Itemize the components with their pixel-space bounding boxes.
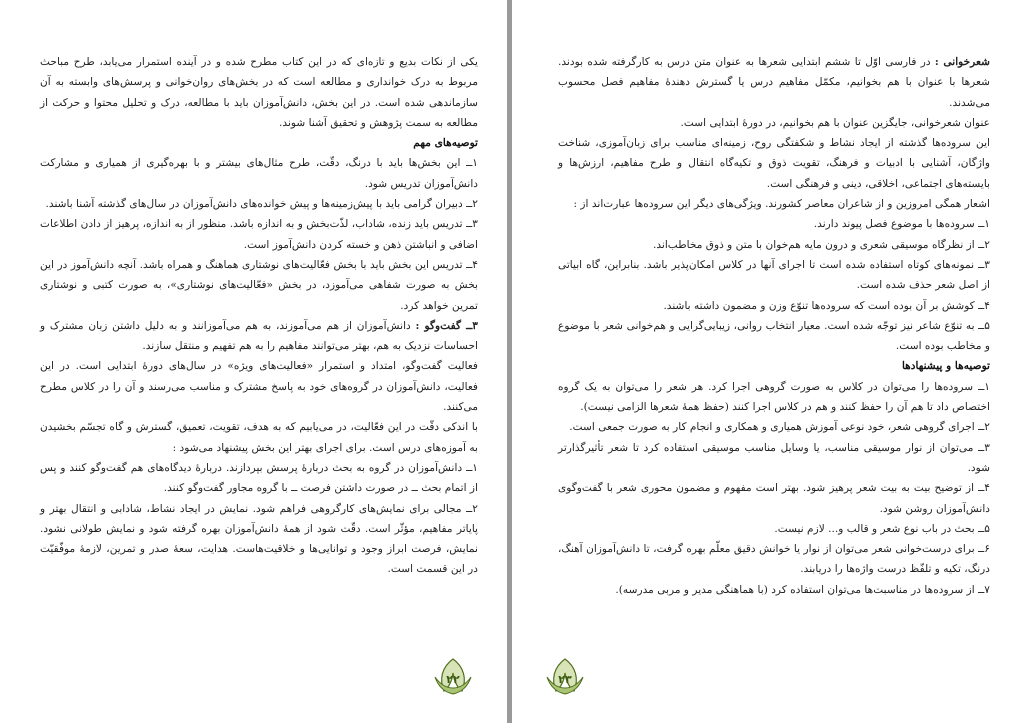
conversation-text: دانش‌آموزان از هم می‌آموزند، به هم می‌آموزانند و به دلیل داشتن زبان مشترک و احساسات نزدیک به هم، بهتر می‌توانند مفاهیم را به هم تفهیم و منتقل سازند. <box>40 319 478 353</box>
left-page <box>0 0 507 723</box>
list-item: ۵ــ بحث در باب نوع شعر و قالب و... لازم نیست. <box>774 522 990 535</box>
list-item: ۲ــ اجرای گروهی شعر، خود نوعی آموزش همیاری و همکاری و انجام کار به صورت جمعی است. <box>569 421 990 434</box>
list-item: ۴ــ کوشش بر آن بوده است که سروده‌ها تنوّع وزن و مضمون داشته باشند. <box>663 299 990 312</box>
poetry-intro-text: در فارسی اوّل تا ششم ابتدایی شعرها به عنوان متن درس به کارگرفته شده بودند. شعرها با عنوان با هم بخوانیم، مکمّل مفاهیم درس یا گسترش دهندهٔ مفاهیم فصل محسوب می‌شدند. <box>558 56 990 109</box>
list-item: ۱ــ سروده‌ها با موضوع فصل پیوند دارند. <box>813 218 990 231</box>
body-paragraph: اشعار همگی امروزین و از شاعران معاصر کشورند. ویژگی‌های دیگر این سروده‌ها عبارت‌اند از : <box>573 198 990 211</box>
list-item: ۶ــ برای درست‌خوانی شعر می‌توان از نوار یا خوانش دقیق معلّم بهره گرفت، تا دانش‌آموزان آهنگ، درنگ، تکیه و تلفّظ درست واژه‌ها را دریابند. <box>558 543 990 576</box>
list-item: ۲ــ از نظرگاه موسیقی شعری و درون مایه هم‌خوان با متن و ذوق مخاطب‌اند. <box>652 238 990 251</box>
body-paragraph: عنوان شعرخوانی، جایگزین عنوان با هم بخوانیم، در دورهٔ ابتدایی است. <box>680 116 990 129</box>
body-paragraph: فعالیت گفت‌وگو، امتداد و استمرار «فعالیت‌های ویژه» در سال‌های دورهٔ ابتدایی است. در این فعالیت، دانش‌آموزان در گروه‌های خود به پاسخ مشترک و مناسب می‌رسند و آن را در کلاس مطرح می‌کنند. <box>40 360 478 414</box>
body-paragraph: با اندکی دقّت در این فعّالیت، در می‌یابیم که به هدف، تقویت، تعمیق، گسترش و گاه تجسّم بخشیدن به آموزه‌های درس است. برای اجرای بهتر این بخش پیشنهاد می‌شود : <box>40 421 478 454</box>
list-item: ۳ــ می‌توان از نوار موسیقی مناسب، یا وسایل مناسب موسیقی استفاده کرد تا شعر تأثیرگذارتر شود. <box>558 441 990 474</box>
right-page-text <box>558 52 990 600</box>
list-item: ۷ــ از سروده‌ها در مناسبت‌ها می‌توان استفاده کرد (با هماهنگی مدیر و مربی مدرسه). <box>615 583 990 596</box>
list-item: ۳ــ نمونه‌های کوتاه استفاده شده است تا اجرای آنها در کلاس امکان‌پذیر باشد. بنابراین، گاه ابیاتی از اصل شعر حذف شده است. <box>558 258 990 292</box>
list-item: ۴ــ تدریس این بخش باید با بخش فعّالیت‌های نوشتاری هماهنگ و همراه باشد. آنچه دانش‌آموز در این بخش به صورت شفاهی می‌آموزد، در بخش «فعّالیت‌های نوشتاری»، به صورت کتبی و نوشتاری تمرین خواهد کرد. <box>40 258 478 312</box>
left-page-text <box>40 52 478 580</box>
list-item: ۲ــ دبیران گرامی باید با پیش‌زمینه‌ها و پیش خوانده‌های دانش‌آموزان در سال‌های گذشته آشنا باشند. <box>45 198 478 211</box>
conversation-lead: ۳ــ گفت‌وگو : <box>415 319 478 332</box>
page-number: ۲۲ <box>446 673 460 686</box>
list-item: ۱ــ این بخش‌ها باید با درنگ، دقّت، طرح مثال‌های بیشتر و با بهره‌گیری از همیاری و مشارکت دانش‌آموزان تدریس شود. <box>40 157 478 190</box>
page-number: ۲۳ <box>558 673 572 686</box>
body-paragraph: این سروده‌ها گذشته از ایجاد نشاط و شکفتگی روح، زمینه‌ای مناسب برای زبان‌آموزی، شناخت واژگان، آشنایی با ادبیات و فرهنگ، تقویت ذوق و تکیه‌گاه انتقال و طرح مفاهیم، ارزش‌ها و بایسته‌های اجتماعی، اخلاقی، دینی و فرهنگی است. <box>558 137 990 190</box>
right-page <box>512 0 1024 723</box>
conversation-paragraph <box>40 316 478 357</box>
list-item: ۲ــ مجالی برای نمایش‌های کارگروهی فراهم شود. نمایش در ایجاد نشاط، شادابی و انتقال بهتر و پایاتر مفاهیم، مؤثّر است. دقّت شود از همهٔ دانش‌آموزان بهره گرفته شود و نمایش طولانی نشود. نمایش، فرصت ابراز وجود و توانایی‌ها و خلاقیت‌هاست. هدایت، سعهٔ صدر و تمرین، لازمهٔ موفّقیّت در این قسمت است. <box>40 502 478 576</box>
list-item: ۳ــ تدریس باید زنده، شاداب، لذّت‌بخش و به اندازه باشد. منظور از به اندازه، پرهیز از دادن اطلاعات اضافی و انباشتن ذهن و خسته کردن دانش‌آموز است. <box>40 218 478 251</box>
list-item: ۱ــ سروده‌ها را می‌توان در کلاس به صورت گروهی اجرا کرد. هر شعر را می‌توان به یک گروه اختصاص داد تا هم آن را حفظ کنند و هم در کلاس اجرا کنند (حفظ همهٔ شعرها الزامی نیست). <box>558 380 990 414</box>
section-heading-recommendations: توصیه‌های مهم <box>413 137 478 150</box>
section-heading-suggestions: توصیه‌ها و پیشنهادها <box>901 360 990 373</box>
list-item: ۱ــ دانش‌آموزان در گروه به بحث دربارهٔ پرسش بپردازند. دربارهٔ دیدگاه‌های هم گفت‌وگو کنند و پس از اتمام بحث ــ در صورت داشتن فرصت ــ با گروه مجاور گفت‌وگو کنند. <box>40 461 478 495</box>
page-number-badge <box>542 653 588 699</box>
poetry-reading-lead: شعرخوانی : <box>934 56 990 68</box>
poetry-intro-paragraph <box>558 52 990 113</box>
list-item: ۵ــ به تنوّع شاعر نیز توجّه شده است. معیار انتخاب روانی، زیبایی‌گرایی و هم‌خوانی شعر با موضوع و مخاطب بوده است. <box>558 319 990 353</box>
intro-paragraph: یکی از نکات بدیع و تازه‌ای که در این کتاب مطرح شده و در آینده استمرار می‌یابد، طرح مباحث مربوط به درک خوانداری و مطالعه است که در بخش‌های روان‌خوانی و پرسش‌های وابسته به آن سازماندهی شده است. در این بخش، دانش‌آموزان باید با مطالعه، درک و تحلیل محتوا و حرکت از مطالعه به سمت پژوهش و تحقیق آشنا شوند. <box>40 56 478 129</box>
list-item: ۴ــ از توضیح بیت به بیت شعر پرهیز شود. بهتر است مفهوم و مضمون محوری شعر با گفت‌وگوی دانش‌آموزان روشن شود. <box>558 482 990 515</box>
page-number-badge <box>430 653 476 699</box>
